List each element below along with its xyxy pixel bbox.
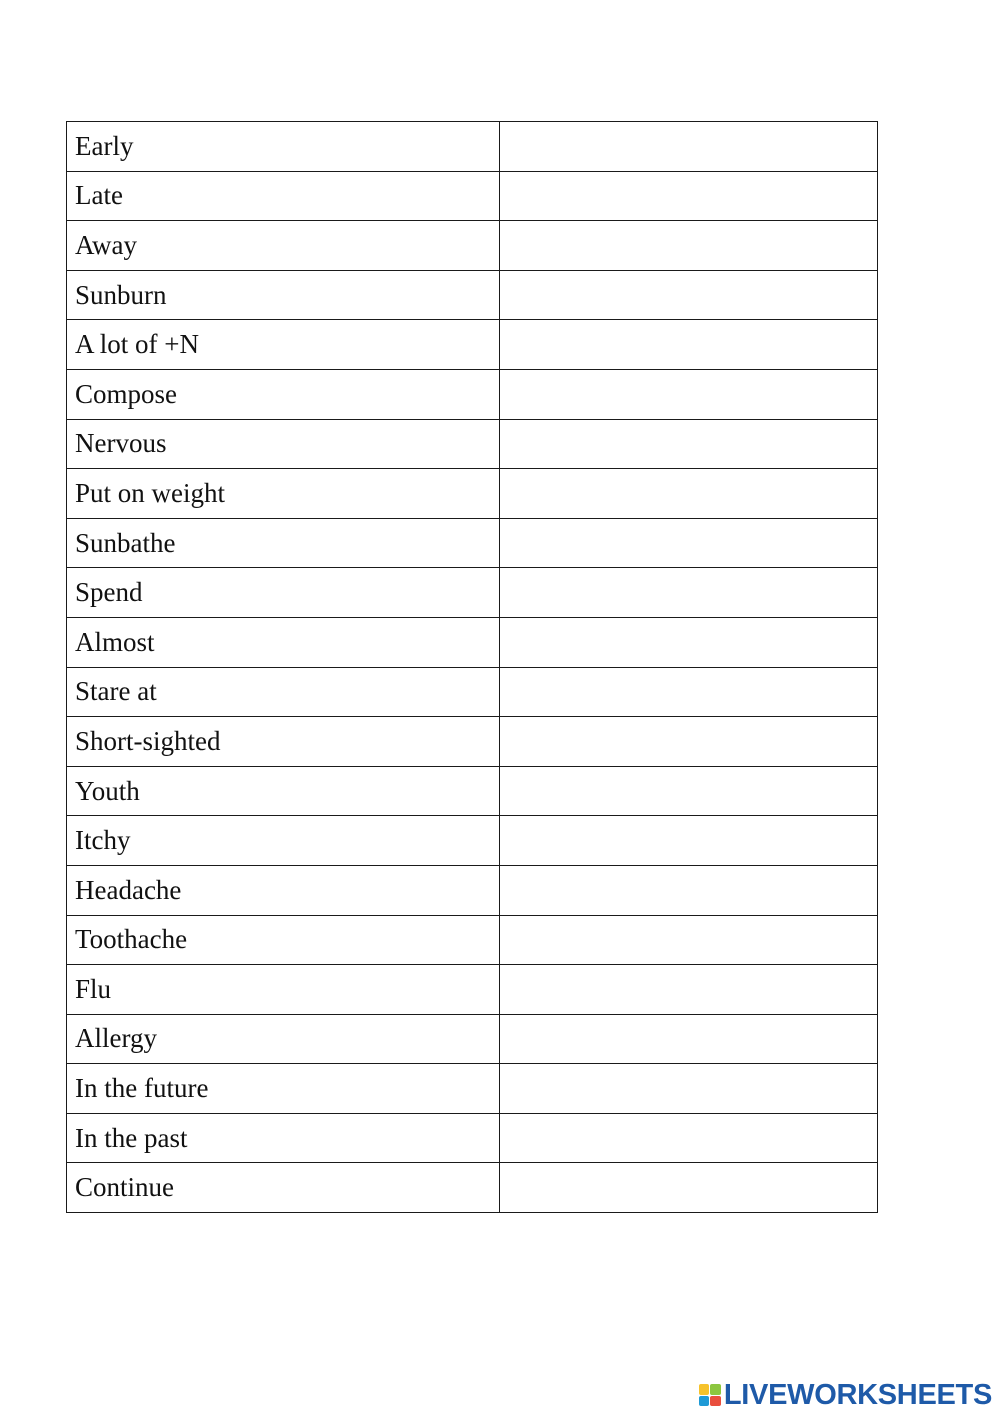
table-row: [67, 171, 878, 221]
answer-cell[interactable]: [500, 171, 878, 221]
answer-cell[interactable]: [500, 965, 878, 1015]
table-row: [67, 369, 878, 419]
brand-logo-text: LIVEWORKSHEETS: [723, 1378, 992, 1411]
answer-cell[interactable]: [500, 469, 878, 519]
table-row: [67, 419, 878, 469]
table-row: [67, 518, 878, 568]
answer-cell[interactable]: [500, 568, 878, 618]
table-row: [67, 270, 878, 320]
table-row: [67, 667, 878, 717]
answer-cell[interactable]: [500, 816, 878, 866]
table-row: [67, 965, 878, 1015]
term-cell: Headache: [67, 865, 500, 915]
term-cell: A lot of +N: [67, 320, 500, 370]
term-cell: In the future: [67, 1064, 500, 1114]
answer-cell[interactable]: [500, 717, 878, 767]
term-cell: Nervous: [67, 419, 500, 469]
term-cell: Away: [67, 221, 500, 271]
table-row: [67, 1014, 878, 1064]
logo-square: [699, 1384, 710, 1395]
table-row: [67, 122, 878, 172]
table-body: [67, 122, 878, 1213]
answer-cell[interactable]: [500, 667, 878, 717]
term-cell: Continue: [67, 1163, 500, 1213]
table-row: [67, 568, 878, 618]
liveworksheets-logo-icon: [699, 1384, 721, 1406]
table-row: [67, 717, 878, 767]
table-row: [67, 617, 878, 667]
term-cell: Itchy: [67, 816, 500, 866]
logo-square: [710, 1384, 721, 1395]
answer-cell[interactable]: [500, 221, 878, 271]
term-cell: Almost: [67, 617, 500, 667]
term-cell: Spend: [67, 568, 500, 618]
answer-cell[interactable]: [500, 865, 878, 915]
table-row: [67, 469, 878, 519]
term-cell: Short-sighted: [67, 717, 500, 767]
answer-cell[interactable]: [500, 766, 878, 816]
answer-cell[interactable]: [500, 1113, 878, 1163]
answer-cell[interactable]: [500, 617, 878, 667]
answer-cell[interactable]: [500, 1014, 878, 1064]
term-cell: Allergy: [67, 1014, 500, 1064]
answer-cell[interactable]: [500, 1064, 878, 1114]
table-row: [67, 221, 878, 271]
answer-cell[interactable]: [500, 518, 878, 568]
term-cell: Early: [67, 122, 500, 172]
term-cell: Stare at: [67, 667, 500, 717]
term-cell: In the past: [67, 1113, 500, 1163]
logo-square: [699, 1396, 710, 1407]
answer-cell[interactable]: [500, 1163, 878, 1213]
answer-cell[interactable]: [500, 369, 878, 419]
answer-cell[interactable]: [500, 270, 878, 320]
table-row: [67, 915, 878, 965]
logo-square: [710, 1396, 721, 1407]
term-cell: Put on weight: [67, 469, 500, 519]
liveworksheets-brand: [699, 1378, 992, 1411]
table-row: [67, 766, 878, 816]
term-cell: Youth: [67, 766, 500, 816]
answer-cell[interactable]: [500, 419, 878, 469]
term-cell: Late: [67, 171, 500, 221]
table-row: [67, 1113, 878, 1163]
answer-cell[interactable]: [500, 320, 878, 370]
term-cell: Toothache: [67, 915, 500, 965]
term-cell: Sunburn: [67, 270, 500, 320]
answer-cell[interactable]: [500, 915, 878, 965]
term-cell: Compose: [67, 369, 500, 419]
term-cell: Sunbathe: [67, 518, 500, 568]
vocabulary-table: [66, 121, 878, 1213]
table-row: [67, 1163, 878, 1213]
answer-cell[interactable]: [500, 122, 878, 172]
term-cell: Flu: [67, 965, 500, 1015]
table-row: [67, 320, 878, 370]
table-row: [67, 1064, 878, 1114]
table-row: [67, 816, 878, 866]
table-row: [67, 865, 878, 915]
